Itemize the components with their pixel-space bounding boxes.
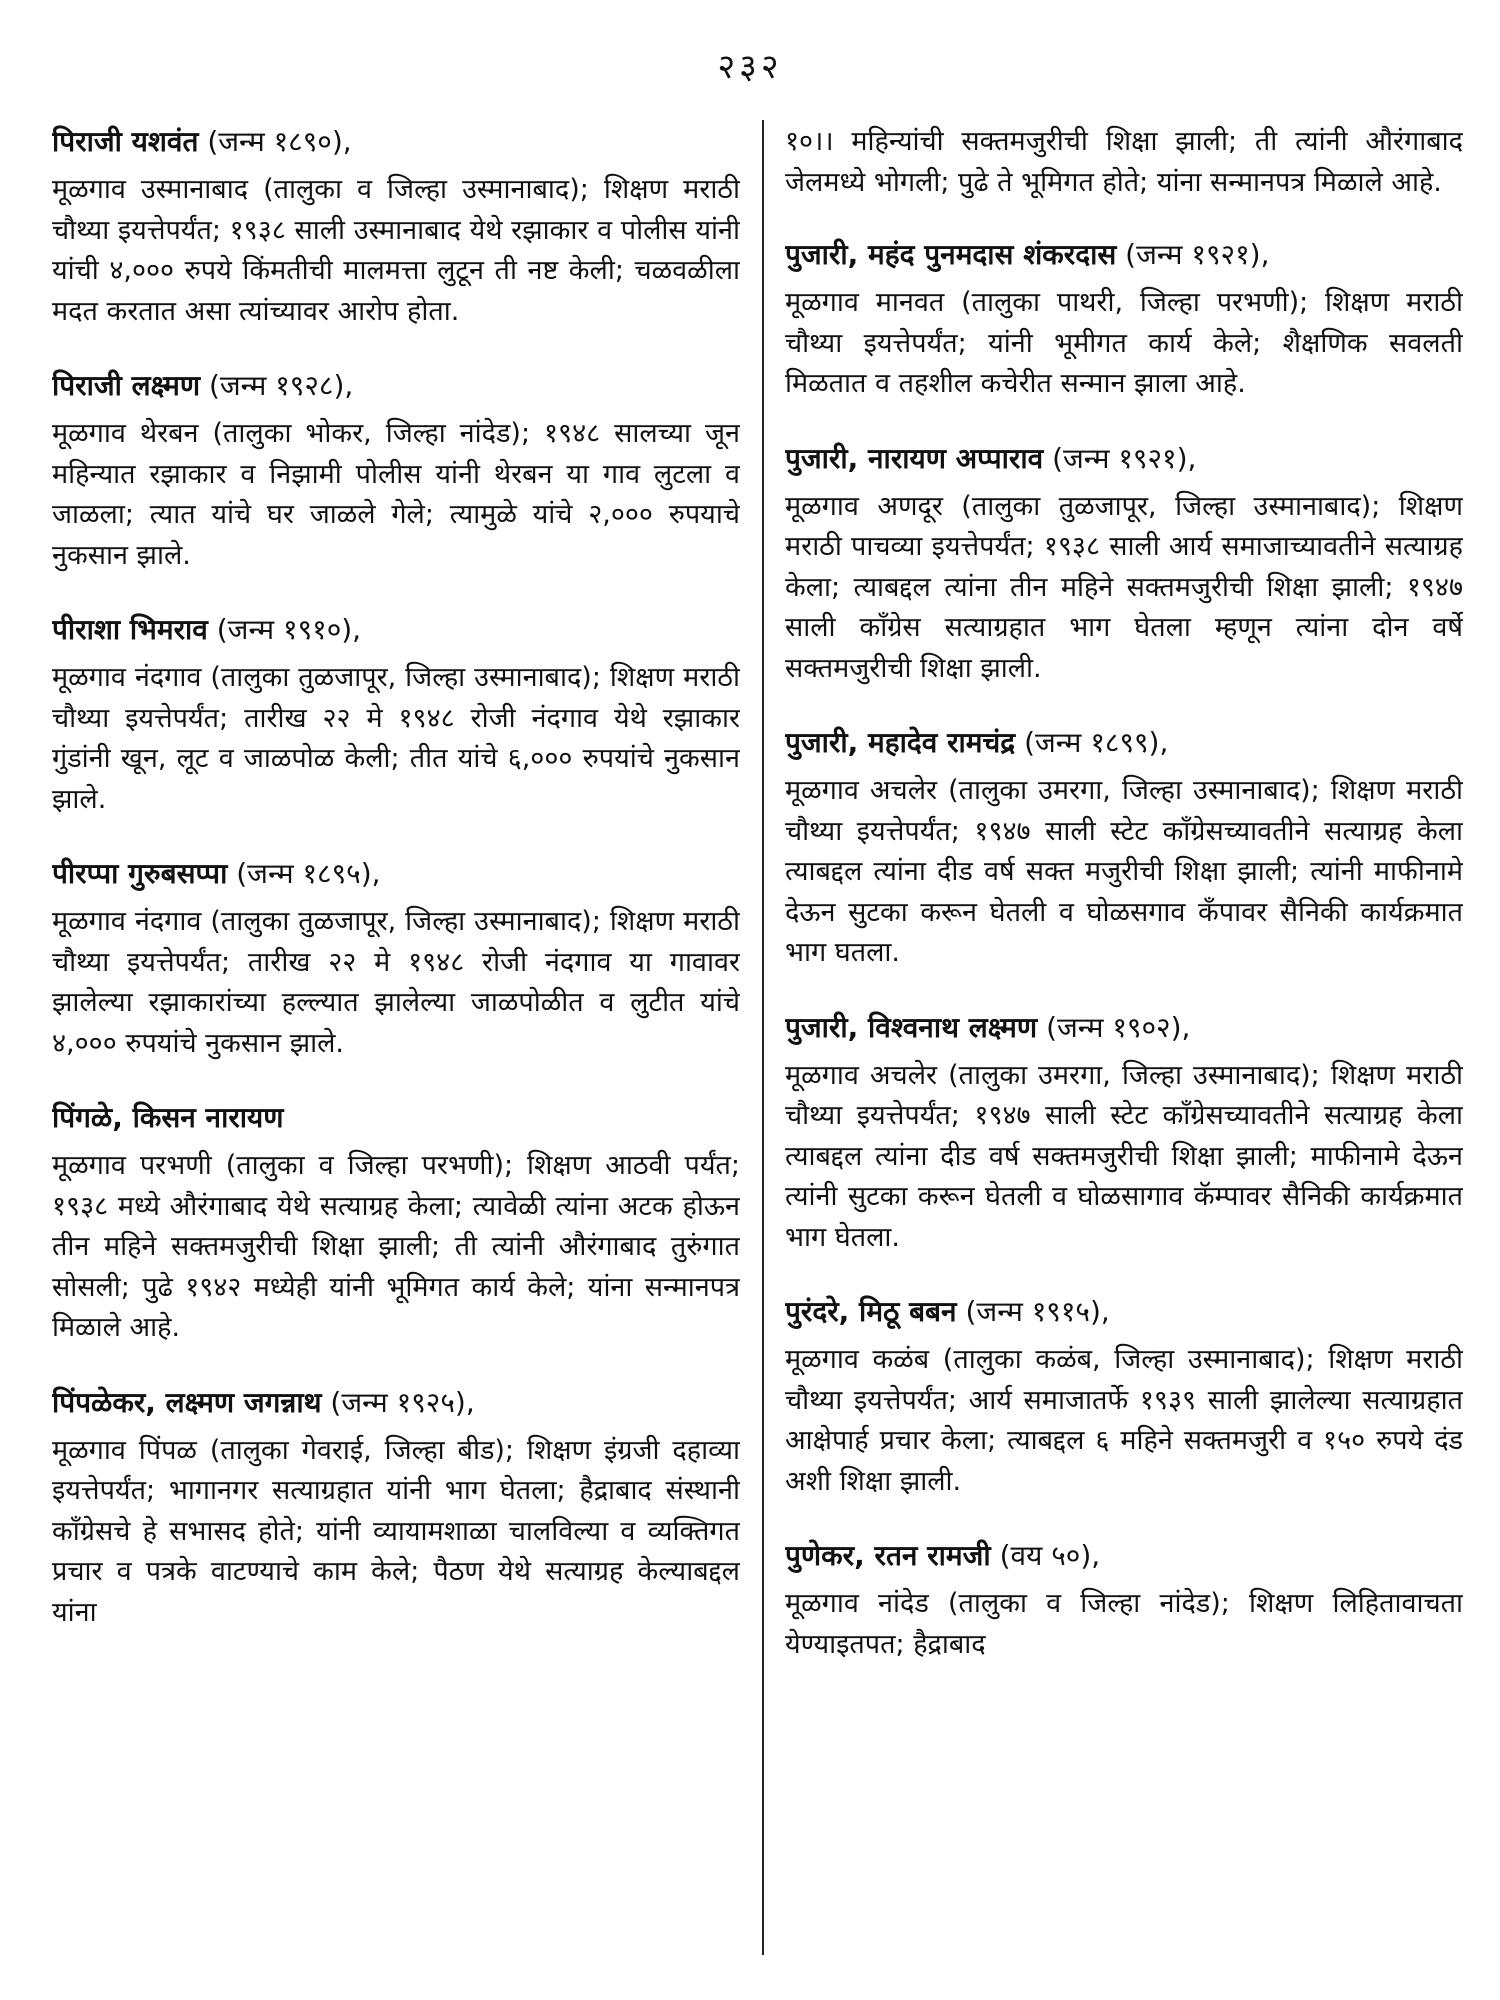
- entry-name: पिराजी लक्ष्मण: [52, 369, 201, 402]
- entry-birth: (जन्म १८९९),: [1015, 726, 1169, 759]
- entry: [785, 1292, 1463, 1502]
- continued-entry-text: १०।। महिन्यांची सक्तमजुरीची शिक्षा झाली; ती त्यांनी औरंगाबाद जेलमध्ये भोगली; पुढे ते भूमिगत होते; यांना सन्मानपत्र मिळाले आहे.: [785, 126, 1463, 198]
- entry: [52, 1098, 740, 1349]
- entry-name: पुजारी, महादेव रामचंद्र: [785, 726, 1016, 759]
- entry: [785, 1536, 1463, 1665]
- entry-text: मूळगाव अणदूर (तालुका तुळजापूर, जिल्हा उस्मानाबाद); शिक्षण मराठी पाचव्या इयत्तेपर्यंत; १९३८ साली आर्य समाजाच्यावतीने सत्याग्रह केला; त्याबद्दल त्यांना तीन महिने सक्तमजुरीची शिक्षा झाली; १९४७ साली कॉंग्रेस सत्याग्रहात भाग घेतला म्हणून त्यांना दोन वर्षे सक्तमजुरीची शिक्षा झाली.: [785, 490, 1463, 684]
- entry-heading: [785, 1008, 1463, 1048]
- page-number: २३२: [717, 47, 783, 87]
- entry-heading: [52, 854, 740, 894]
- entry-heading: [52, 366, 740, 406]
- entry: [52, 854, 740, 1064]
- entry-name: पीरप्पा गुरुबसप्पा: [52, 857, 228, 890]
- entry-name: पुजारी, महंद पुनमदास शंकरदास: [785, 238, 1117, 271]
- entry-birth: (जन्म १९२१),: [1116, 238, 1270, 271]
- entry-birth: (जन्म १९२५),: [321, 1385, 475, 1419]
- entry-text: मूळगाव नंदगाव (तालुका तुळजापूर, जिल्हा उस्मानाबाद); शिक्षण मराठी चौथ्या इयत्तेपर्यंत; तारीख २२ मे १९४८ रोजी नंदगाव येथे रझाकार गुंडांनी खून, लूट व जाळपोळ केली; तीत यांचे ६,००० रुपयांचे नुकसान झाले.: [52, 662, 740, 815]
- entry-text: मूळगाव अचलेर (तालुका उमरगा, जिल्हा उस्मानाबाद); शिक्षण मराठी चौथ्या इयत्तेपर्यंत; १९४७ साली स्टेट कॉंग्रेसच्यावतीने सत्याग्रह केला त्याबद्दल त्यांना दीड वर्ष सक्तमजुरीची शिक्षा झाली; माफीनामे देऊन त्यांनी सुटका करून घेतली व घोळसागाव कॅम्पावर सैनिकी कार्यक्रमात भाग घेतला.: [785, 1059, 1463, 1253]
- entry: [52, 1383, 740, 1634]
- entry-name: पिंपळेकर, लक्ष्मण जगन्नाथ: [52, 1385, 322, 1419]
- entry-heading: [785, 723, 1463, 763]
- entry-heading: [52, 610, 740, 650]
- entry-heading: [52, 1383, 740, 1423]
- column-divider: [762, 120, 764, 1955]
- entry-text: मूळगाव कळंब (तालुका कळंब, जिल्हा उस्मानाबाद); शिक्षण मराठी चौथ्या इयत्तेपर्यंत; आर्य समाजातर्फे १९३९ साली झालेल्या सत्याग्रहात आक्षेपार्ह प्रचार केला; त्याबद्दल ६ महिने सक्तमजुरी व १५० रुपये दंड अशी शिक्षा झाली.: [785, 1344, 1463, 1497]
- entry-heading: [785, 1536, 1463, 1576]
- entry-heading: [785, 1292, 1463, 1332]
- entry: [52, 122, 740, 332]
- entry-name: पीराशा भिमराव: [52, 613, 208, 646]
- entry-text: मूळगाव नंदगाव (तालुका तुळजापूर, जिल्हा उस्मानाबाद); शिक्षण मराठी चौथ्या इयत्तेपर्यंत; तारीख २२ मे १९४८ रोजी नंदगाव या गावावर झालेल्या रझाकारांच्या हल्ल्यात झालेल्या जाळपोळीत व लुटीत यांचे ४,००० रुपयांचे नुकसान झाले.: [52, 906, 740, 1059]
- entry-text: मूळगाव पिंपळ (तालुका गेवराई, जिल्हा बीड); शिक्षण इंग्रजी दहाव्या इयत्तेपर्यंत; भागानगर सत्याग्रहात यांनी भाग घेतला; हैद्राबाद संस्थानी कॉंग्रेसचे हे सभासद होते; यांनी व्यायामशाळा चालविल्या व व्यक्तिगत प्रचार व पत्रके वाटण्याचे काम केले; पैठण येथे सत्याग्रह केल्याबद्दल यांना: [52, 1434, 740, 1628]
- entry-name: पिराजी यशवंत: [52, 125, 199, 158]
- entry-text: मूळगाव परभणी (तालुका व जिल्हा परभणी); शिक्षण आठवी पर्यंत; १९३८ मध्ये औरंगाबाद येथे सत्याग्रह केला; त्यावेळी त्यांना अटक होऊन तीन महिने सक्तमजुरीची शिक्षा झाली; ती त्यांनी औरंगाबाद तुरुंगात सोसली; पुढे १९४२ मध्येही यांनी भूमिगत कार्य केले; यांना सन्मानपत्र मिळाले आहे.: [52, 1150, 740, 1343]
- entry-text: मूळगाव उस्मानाबाद (तालुका व जिल्हा उस्मानाबाद); शिक्षण मराठी चौथ्या इयत्तेपर्यंत; १९३८ साली उस्मानाबाद येथे रझाकार व पोलीस यांनी यांची ४,००० रुपये किंमतीची मालमत्ता लुटून ती नष्ट केली; चळवळीला मदत करतात असा त्यांच्यावर आरोप होता.: [52, 174, 740, 327]
- entry-text: मूळगाव मानवत (तालुका पाथरी, जिल्हा परभणी); शिक्षण मराठी चौथ्या इयत्तेपर्यंत; यांनी भूमीगत कार्य केले; शैक्षणिक सवलती मिळतात व तहशील कचेरीत सन्मान झाला आहे.: [785, 287, 1463, 399]
- left-column: [52, 122, 740, 1960]
- entry: [785, 439, 1463, 690]
- entry: [785, 723, 1463, 974]
- entry-birth: (जन्म १८९०),: [198, 125, 352, 158]
- entry-birth: (जन्म १९०२),: [1037, 1010, 1191, 1044]
- entry-heading: [785, 439, 1463, 479]
- entry-text: मूळगाव नांदेड (तालुका व जिल्हा नांदेड); शिक्षण लिहितावाचता येण्याइतपत; हैद्राबाद: [785, 1588, 1463, 1660]
- entry-text: मूळगाव थेरबन (तालुका भोकर, जिल्हा नांदेड); १९४८ सालच्या जून महिन्यात रझाकार व निझामी पोलीस यांनी थेरबन या गाव लुटला व जाळला; त्यात यांचे घर जाळले गेले; त्यामुळे यांचे २,००० रुपयाचे नुकसान झाले.: [52, 418, 740, 571]
- entry-heading: [785, 235, 1463, 275]
- entry-name: पुरंदरे, मिठू बबन: [785, 1295, 957, 1328]
- entry-name: पुजारी, विश्वनाथ लक्ष्मण: [785, 1010, 1038, 1044]
- entry-text: मूळगाव अचलेर (तालुका उमरगा, जिल्हा उस्मानाबाद); शिक्षण मराठी चौथ्या इयत्तेपर्यंत; १९४७ साली स्टेट कॉंग्रेसच्यावतीने सत्याग्रह केला त्याबद्दल त्यांना दीड वर्ष सक्त मजुरीची शिक्षा झाली; त्यांनी माफीनामे देऊन सुटका करून घेतली व घोळसगाव कँपावर सैनिकी कार्यक्रमात भाग घतला.: [785, 775, 1463, 968]
- entry: [785, 235, 1463, 405]
- entry-birth: (जन्म १९१५),: [956, 1295, 1110, 1328]
- entry-name: पुणेकर, रतन रामजी: [785, 1539, 991, 1572]
- entry: [785, 1008, 1463, 1259]
- entry-name: पिंगळे, किसन नारायण: [52, 1101, 284, 1134]
- entry-birth: (जन्म १९१०),: [207, 613, 362, 646]
- right-column: [785, 122, 1463, 1960]
- entry-name: पुजारी, नारायण अप्पाराव: [785, 441, 1044, 475]
- entry-heading: [52, 122, 740, 162]
- entry-birth: (जन्म १९२१),: [1043, 441, 1197, 475]
- entry-heading: [52, 1098, 740, 1138]
- entry: [52, 366, 740, 576]
- entry: [52, 610, 740, 820]
- entry-birth: (जन्म १८९५),: [227, 857, 381, 890]
- entry-birth: (जन्म १९२८),: [200, 369, 354, 402]
- entry-birth: (वय ५०),: [990, 1539, 1101, 1572]
